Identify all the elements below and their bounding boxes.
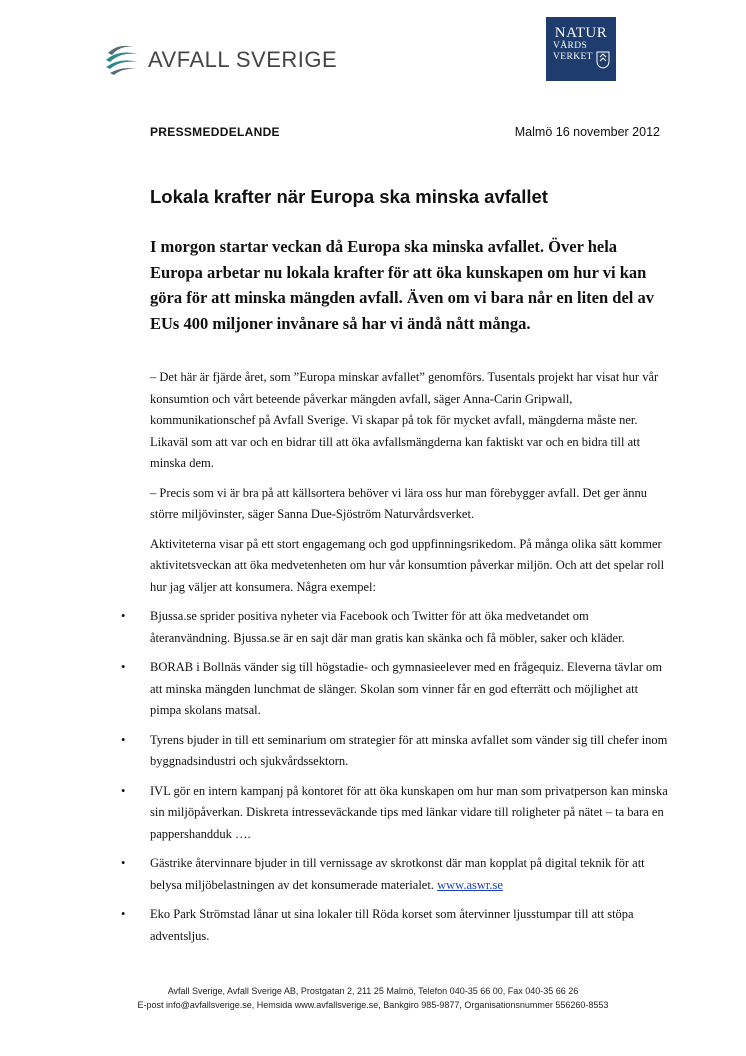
paragraph-quote-gripwall: – Det här är fjärde året, som ”Europa minskar avfallet” genomförs. Tusentals projekt har visat hur vår konsumtion och vårt beteende påverkar mängden avfall, säger Anna-Carin Gripwall, kommunikationschef på Avfall Sverige. Vi skapar på tok för mycket avfall, mängderna måste ner. Likaväl som att var och en bidrar till att öka avfallsmängderna kan faktiskt var och en bidra till att minska dem.: [150, 370, 659, 470]
bullet-icon: •: [121, 660, 126, 674]
bullet-icon: •: [121, 732, 126, 747]
bullet-icon: •: [121, 856, 126, 870]
bullet-icon: •: [121, 609, 126, 623]
logo-line-natur: NATUR: [554, 25, 608, 41]
footer-line-contact: E-post info@avfallsverige.se, Hemsida www.avfallsverige.se, Bankgiro 985-9877, Organisationsnummer 556260-8553: [137, 999, 609, 1010]
lead-paragraph: I morgon startar veckan då Europa ska minska avfallet. Över hela Europa arbetar nu lokala krafter för att öka kunskapen om hur vi kan göra för att minska mängden avfall. Även om vi bara når en liten del av EUs 400 miljoner invånare så har vi ändå nått många.: [150, 237, 655, 333]
examples-list: [121, 606, 670, 947]
release-date: Malmö 16 november 2012: [514, 125, 660, 139]
press-release-label: PRESSMEDDELANDE: [150, 125, 280, 139]
bullet-icon: •: [121, 783, 126, 798]
naturvardsverket-logo: [546, 17, 616, 81]
list-item: • Gästrike återvinnare bjuder in till vernissage av skrotkonst där man kopplat på digital teknik för att belysa miljöbelastningen av det konsumerade materialet. www.aswr.se: [150, 853, 670, 896]
logo-line-vards: VÅRDS: [553, 41, 588, 51]
body-text: [121, 367, 670, 955]
paragraph-activities: Aktiviteterna visar på ett stort engagemang och god uppfinningsrikedom. På många olika sätt kommer aktivitetsveckan att öka medvetenheten om hur vår konsumtion påverkar miljön. Och att det spelar roll hur jag väljer att konsumera. Några exempel:: [150, 536, 665, 594]
footer: [0, 985, 746, 1012]
aswr-link[interactable]: www.aswr.se: [437, 877, 503, 892]
list-item: • IVL gör en intern kampanj på kontoret för att öka kunskapen om hur man som privatperson kan minska sin miljöpåverkan. Diskreta intresseväckande tips med länkar vidare till roligheter på nätet – ta bara en pappershandduk ….: [150, 781, 670, 846]
footer-line-address: Avfall Sverige, Avfall Sverige AB, Prostgatan 2, 211 25 Malmö, Telefon 040-35 66 00, Fax 040-35 66 26: [167, 986, 579, 996]
list-item: • Bjussa.se sprider positiva nyheter via Facebook och Twitter för att öka medvetandet om återanvändning. Bjussa.se är en sajt där man gratis kan skänka och få möbler, saker och kläder.: [150, 606, 670, 649]
list-item: • BORAB i Bollnäs vänder sig till högstadie- och gymnasieelever med en frågequiz. Eleverna tävlar om att minska mängden lunchmat de slänger. Skolan som vinner får en god efterrätt och möjlighet att pimpa skolans matsal.: [150, 657, 670, 722]
list-item: • Tyrens bjuder in till ett seminarium om strategier för att minska avfallet som vänder sig till chefer inom byggnadsindustri och sjukvårdssektorn.: [150, 730, 670, 773]
paragraph-quote-due-sjostrom: – Precis som vi är bra på att källsortera behöver vi lära oss hur man förebygger avfall. Det ger ännu större miljövinster, säger Sanna Due-Sjöström Naturvårdsverket.: [150, 485, 648, 521]
avfall-sverige-logo: [104, 40, 337, 80]
logo-line-verket: VERKET: [553, 52, 593, 62]
avfall-sverige-swoosh-icon: [104, 43, 140, 77]
list-item: • Eko Park Strömstad lånar ut sina lokaler till Röda korset som återvinner ljusstumpar till att stöpa adventsljus.: [150, 904, 670, 947]
crest-icon: [596, 51, 610, 69]
bullet-icon: •: [121, 907, 126, 921]
avfall-sverige-wordmark: AVFALL SVERIGE: [148, 47, 338, 72]
page-title: Lokala krafter när Europa ska minska avfallet: [150, 186, 548, 207]
